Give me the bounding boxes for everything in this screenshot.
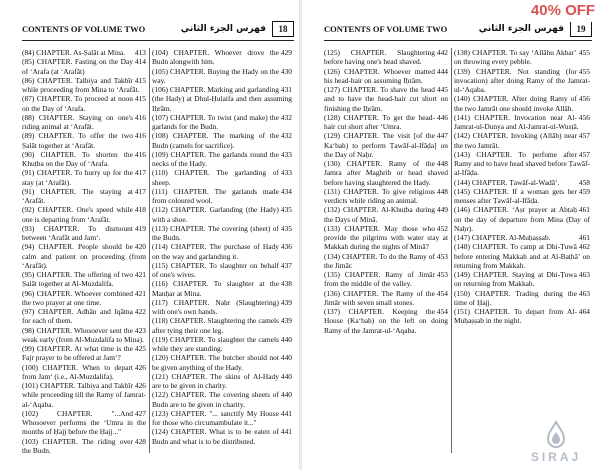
toc-entry-page: 454: [436, 307, 448, 316]
right-column-2: [454, 48, 590, 326]
toc-entry-page: 416: [134, 131, 146, 141]
toc-entry: [324, 159, 448, 187]
toc-entry: [152, 205, 292, 224]
toc-entry-page: 459: [578, 186, 590, 196]
toc-entry-page: 419: [134, 223, 146, 233]
toc-entry: [152, 242, 292, 261]
toc-entry-text: (88) CHAPTER. Staying on one's riding animal at ‘Arafāt.: [22, 112, 133, 131]
toc-entry-page: 453: [436, 270, 448, 279]
toc-entry-page: 446: [436, 112, 448, 122]
toc-entry-text: (127) CHAPTER. To shave the head and to have the head-hair cut short on finishing the Iḥrām.: [324, 85, 448, 113]
toc-entry-text: (139) CHAPTER. Not standing (for invocation) after doing Ramy of the Jamrat-ul-‘Aqaba.: [454, 66, 590, 94]
toc-entry-page: 456: [578, 112, 590, 122]
toc-entry-text: (125) CHAPTER. Slaughtering before having one's head shaved.: [324, 48, 435, 67]
toc-entry: [454, 67, 590, 95]
toc-entry-page: 435: [280, 223, 292, 233]
toc-entry-page: 440: [280, 334, 292, 344]
toc-entry-page: 416: [134, 149, 146, 159]
toc-entry-text: (87) CHAPTER. To proceed at noon on the Day of ‘Arafa.: [22, 94, 133, 113]
toc-entry-text: (91) CHAPTER. To hurry up for the stay (at ‘Arafāt).: [22, 168, 133, 187]
toc-entry: [454, 187, 590, 206]
left-column-2: [152, 48, 292, 446]
toc-entry-page: 420: [134, 242, 146, 252]
toc-entry-text: (131) CHAPTER. To give religious verdicts while riding an animal.: [324, 186, 435, 205]
toc-entry: [22, 94, 146, 113]
toc-entry: [152, 409, 292, 428]
toc-entry-page: 453: [436, 251, 448, 261]
toc-entry-page: 440: [280, 390, 292, 400]
toc-entry-text: (111) CHAPTER. The garlands made from coloured wool.: [152, 186, 279, 205]
toc-entry: [22, 48, 146, 57]
toc-entry-text: (151) CHAPTER. To depart from Al-Muḥaṣṣab in the night.: [454, 307, 577, 326]
toc-entry: [454, 242, 590, 270]
toc-entry-page: 418: [134, 205, 146, 215]
toc-entry-text: (114) CHAPTER. The purchase of Hady on the way and garlanding it.: [152, 242, 279, 261]
toc-entry-page: 448: [436, 186, 448, 196]
toc-entry-text: (119) CHAPTER. To slaughter the camels while they are standing.: [152, 334, 279, 353]
toc-entry-page: 428: [134, 436, 146, 446]
toc-entry-page: 455: [578, 66, 590, 76]
toc-entry-text: (112) CHAPTER. Garlanding (the Hady) with a shoe.: [152, 205, 279, 224]
toc-entry-page: 455: [578, 48, 590, 57]
toc-entry-page: 416: [134, 112, 146, 122]
toc-entry-text: (120) CHAPTER. The butcher should not be given anything of the Hady.: [152, 353, 279, 372]
toc-entry: [152, 372, 292, 391]
toc-entry-text: (115) CHAPTER. To slaughter on behalf of one's wives.: [152, 260, 279, 279]
toc-entry-page: 447: [436, 131, 448, 141]
toc-entry: [152, 353, 292, 372]
toc-entry-text: (90) CHAPTER. To shorten the Khuṭba on the Day of ‘Arafa.: [22, 149, 133, 168]
toc-entry-text: (138) CHAPTER. To say ‘Allāhu Akbar’ on throwing every pebble.: [454, 48, 577, 67]
toc-entry-text: (136) CHAPTER. The Ramy of the Jimār with seven small stones.: [324, 288, 435, 307]
toc-entry-text: (93) CHAPTER. To dismount between ‘Arafāt and Jam‘.: [22, 223, 133, 242]
toc-entry-text: (123) CHAPTER. "... sanctify My House for those who circumambulate it...": [152, 408, 279, 427]
toc-entry: [152, 390, 292, 409]
toc-entry-text: (148) CHAPTER. To camp at Dhi-Ṭuwā before entering Makkah and at Al-Baṭhā’ on returning from Makkah.: [454, 242, 590, 270]
toc-entry-text: (144) CHAPTER. Ṭawāf-al-Wadā‘.: [454, 177, 560, 187]
toc-entry-page: 457: [578, 149, 590, 159]
toc-entry-text: (106) CHAPTER. Marking and garlanding (the Hady) at Dhul-Ḥulaifa and then assuming Iḥrām.: [152, 85, 292, 113]
toc-entry-text: (124) CHAPTER. What is to be eaten of Budn and what is to be distributed.: [152, 427, 279, 446]
toc-entry-text: (91) CHAPTER. The staying at ‘Arafāt.: [22, 186, 133, 205]
left-header-rule: [22, 40, 294, 41]
toc-entry-text: (137) CHAPTER. Keeping the House (Ka‘bah) on the left on doing Ramy of the Jamrat-ul-‘Aqaba.: [324, 307, 448, 335]
toc-entry-page: 448: [436, 159, 448, 168]
toc-entry-text: (132) CHAPTER. Al-Khuṭba during the Days of Minā.: [324, 205, 435, 224]
toc-entry: [324, 113, 448, 132]
toc-entry-text: (97) CHAPTER. Adhān and Iqāma for each of them.: [22, 307, 133, 326]
toc-entry-text: (105) CHAPTER. Buying the Hady on the way.: [152, 66, 279, 85]
toc-entry-text: (117) CHAPTER. Naḥr (Slaughtering) with one's own hands.: [152, 297, 279, 316]
toc-entry: [454, 205, 590, 233]
left-page-header: [22, 20, 294, 38]
toc-entry-text: (121) CHAPTER. The skins of Al-Hady are to be given in charity.: [152, 371, 279, 390]
toc-entry-text: (134) CHAPTER. To do the Ramy of the Jimār.: [324, 251, 435, 270]
toc-entry: [22, 270, 146, 289]
toc-entry-text: (122) CHAPTER. The covering sheets of Budn are to be given in charity.: [152, 390, 279, 409]
toc-entry-text: (146) CHAPTER. ‘Aṣr prayer at Abṭaḥ on the day of departure from Mina (Day of Naḥr).: [454, 205, 590, 233]
toc-entry-text: (133) CHAPTER. May those who provide the pilgrims with water stay at Makkah during the nights of Minā?: [324, 223, 448, 252]
toc-entry-page: 461: [578, 205, 590, 215]
toc-entry: [324, 131, 448, 159]
toc-entry-page: 433: [280, 149, 292, 159]
toc-entry-text: (104) CHAPTER. Whoever drove the Budn alongwith him.: [152, 48, 279, 67]
toc-entry-page: 441: [280, 408, 292, 418]
toc-entry-page: 433: [280, 168, 292, 178]
toc-entry-text: (141) CHAPTER. Invocation near Al-Jamrat-ul-Dunya and Al-Jamrat-ul-Wusṭā.: [454, 112, 579, 131]
toc-entry-page: 413: [134, 48, 146, 57]
toc-entry-text: (150) CHAPTER. Trading during the time of Ḥajj.: [454, 288, 577, 307]
toc-entry-text: (147) CHAPTER. Al-Muḥaṣṣab.: [454, 233, 551, 242]
toc-entry-text: (109) CHAPTER. The garlands round the necks of the Hady.: [152, 149, 279, 168]
toc-entry-text: (140) CHAPTER. After doing Ramy of the two Jamrāt one should invoke Allāh.: [454, 94, 577, 113]
toc-entry: [22, 76, 146, 95]
toc-entry: [152, 279, 292, 298]
toc-entry: [22, 224, 146, 243]
toc-entry-page: 442: [436, 48, 448, 57]
right-page-number: 19: [570, 21, 592, 37]
toc-entry-text: (108) CHAPTER. The marking of the Budn (camels for sacrifice).: [152, 131, 279, 150]
toc-entry-page: 463: [578, 270, 590, 279]
toc-entry: [454, 178, 590, 187]
toc-entry-page: 439: [280, 297, 292, 307]
toc-entry-page: 440: [280, 353, 292, 363]
toc-entry-text: (102) CHAPTER. "...And Whosoever performs the ‘Umra in the months of Ḥajj before the Ḥajj...": [22, 408, 146, 437]
toc-entry-text: (96) CHAPTER. Whoever combined the two prayer at one time.: [22, 288, 133, 307]
toc-entry-page: 439: [280, 316, 292, 326]
toc-entry: [324, 224, 448, 252]
toc-entry-page: 429: [280, 48, 292, 57]
toc-entry: [324, 205, 448, 224]
toc-entry-page: 415: [134, 75, 146, 85]
right-column-divider: [451, 48, 452, 453]
toc-entry-page: 437: [280, 260, 292, 270]
left-column-1: [22, 48, 146, 455]
toc-entry-page: 461: [578, 233, 590, 242]
toc-entry-text: (94) CHAPTER. People should be calm and patient on proceeding (from ‘Arafāt).: [22, 242, 146, 270]
toc-entry: [22, 113, 146, 132]
toc-entry: [454, 94, 590, 113]
toc-entry-text: (92) CHAPTER. One's speed while one is departing from ‘Arafāt.: [22, 205, 133, 224]
toc-entry: [152, 48, 292, 67]
right-arabic-title: فهرس الجزء الثاني: [478, 24, 564, 34]
toc-entry: [22, 409, 146, 437]
toc-entry: [152, 298, 292, 317]
toc-entry: [454, 150, 590, 178]
toc-entry-page: 452: [436, 223, 448, 233]
toc-entry-page: 445: [436, 85, 448, 94]
toc-entry: [22, 205, 146, 224]
toc-entry: [152, 187, 292, 206]
toc-entry-text: (145) CHAPTER. If a woman gets her menses after Ṭawāf-al-Ifāḍa.: [454, 186, 577, 205]
toc-entry-text: (85) CHAPTER. Fasting on the Day of ‘Arafa (at ‘Arafāt): [22, 57, 133, 76]
right-column-1: [324, 48, 448, 335]
toc-entry: [324, 48, 448, 67]
toc-entry: [324, 270, 448, 289]
toc-entry-page: 415: [134, 94, 146, 104]
toc-entry: [22, 344, 146, 363]
toc-entry-text: (107) CHAPTER. To twist (and make) the garlands for the Budn.: [152, 112, 279, 131]
toc-entry-text: (103) CHAPTER. The riding over the Budn.: [22, 436, 133, 455]
toc-entry: [152, 427, 292, 446]
toc-entry-page: 432: [280, 131, 292, 141]
toc-entry-page: 435: [280, 205, 292, 215]
toc-entry-text: (135) CHAPTER. Ramy of Jimār from the middle of the valley.: [324, 270, 435, 289]
left-column-divider: [149, 48, 150, 453]
toc-entry-page: 436: [280, 242, 292, 252]
toc-entry: [324, 307, 448, 335]
toc-entry-page: 449: [436, 205, 448, 215]
toc-entry: [324, 252, 448, 271]
toc-entry: [22, 326, 146, 345]
toc-entry: [152, 113, 292, 132]
siraj-logo-icon: [545, 420, 567, 450]
toc-entry-text: (130) CHAPTER. Ramy of the Jamra after Maghrib or head shaved before having slaughtered the Hady.: [324, 159, 448, 187]
toc-entry: [22, 242, 146, 270]
toc-entry-text: (113) CHAPTER. The covering (sheet) of the Budn.: [152, 223, 279, 242]
toc-entry: [152, 168, 292, 187]
left-header-title: CONTENTS OF VOLUME TWO: [22, 24, 146, 34]
toc-entry: [152, 335, 292, 354]
toc-entry-page: 414: [134, 57, 146, 67]
toc-entry-page: 440: [280, 371, 292, 381]
toc-entry-page: 422: [134, 307, 146, 316]
toc-entry-text: (142) CHAPTER. Invoking (Allāh) near the two Jamrāt.: [454, 131, 577, 150]
toc-entry: [324, 67, 448, 86]
toc-entry: [22, 363, 146, 382]
toc-entry: [22, 381, 146, 409]
toc-entry-page: 457: [578, 131, 590, 141]
toc-entry-text: (129) CHAPTER. The visit [of the Ka‘bah) to perform Ṭawāf-al-Ifāḍa] on the Day of Naḥr.: [324, 131, 448, 159]
toc-entry-page: 434: [280, 186, 292, 196]
toc-entry: [454, 113, 590, 132]
toc-entry-page: 417: [134, 186, 146, 196]
toc-entry-page: 462: [578, 242, 590, 252]
toc-entry: [324, 187, 448, 206]
toc-entry: [152, 224, 292, 243]
toc-entry-text: (95) CHAPTER. The offering of two Ṣalāt together at Al-Muzdalifa.: [22, 270, 133, 289]
toc-entry-text: (89) CHAPTER. To offer the two Ṣalāt together at ‘Arafāt.: [22, 131, 133, 150]
left-arabic-title: فهرس الجزء الثاني: [180, 24, 266, 34]
toc-entry: [22, 289, 146, 308]
toc-entry: [454, 131, 590, 150]
toc-entry: [152, 316, 292, 335]
toc-entry: [152, 67, 292, 86]
toc-entry: [22, 437, 146, 456]
toc-entry-text: (149) CHAPTER. Staying at Dhi-Ṭuwa on returning from Makkah.: [454, 270, 577, 289]
right-header-title: CONTENTS OF VOLUME TWO: [324, 24, 448, 34]
discount-badge: 40% OFF: [526, 0, 600, 22]
toc-entry-page: 464: [578, 307, 590, 316]
toc-entry: [152, 85, 292, 113]
toc-entry: [454, 270, 590, 289]
toc-entry-page: 423: [134, 325, 146, 335]
toc-entry-text: (101) CHAPTER. Talbiya and Takbīr while proceeding till the Ramy of Jamrat-al-‘Aqaba.: [22, 381, 146, 409]
toc-entry: [22, 150, 146, 169]
toc-entry: [152, 131, 292, 150]
toc-entry: [22, 168, 146, 187]
toc-entry: [324, 289, 448, 308]
toc-entry: [22, 307, 146, 326]
toc-entry: [454, 48, 590, 67]
toc-entry-page: 426: [134, 381, 146, 390]
toc-entry-page: 417: [134, 168, 146, 178]
toc-entry-page: 421: [134, 288, 146, 298]
toc-entry-page: 458: [578, 177, 590, 187]
toc-entry: [22, 131, 146, 150]
toc-entry: [22, 187, 146, 206]
toc-entry-page: 454: [436, 288, 448, 298]
toc-entry-page: 438: [280, 279, 292, 289]
toc-entry-text: (98) CHAPTER. Whosoever sent the weak early (from Al-Muzdalifa to Mina).: [22, 325, 144, 344]
toc-entry-page: 444: [436, 66, 448, 76]
toc-entry-page: 430: [280, 66, 292, 76]
toc-entry-page: 431: [280, 85, 292, 94]
toc-entry: [152, 150, 292, 169]
toc-entry-page: 456: [578, 94, 590, 104]
toc-entry-text: (118) CHAPTER. Slaughtering the camels after tying their one leg.: [152, 316, 279, 335]
right-header-rule: [324, 40, 592, 41]
right-page: [302, 0, 600, 470]
toc-entry-page: 425: [134, 344, 146, 353]
toc-entry: [22, 57, 146, 76]
toc-entry-text: (116) CHAPTER. To slaughter at the Manḥar at Mina.: [152, 279, 279, 298]
toc-entry-page: 421: [134, 270, 146, 279]
toc-entry: [324, 85, 448, 113]
toc-entry-text: (86) CHAPTER. Talbiya and Takbīr while proceeding from Mina to ‘Arafāt.: [22, 75, 140, 94]
toc-entry: [152, 261, 292, 280]
toc-entry: [454, 289, 590, 308]
toc-entry-page: 441: [280, 427, 292, 437]
toc-entry-text: (84) CHAPTER. As-Ṣalāt at Mina.: [22, 48, 126, 57]
toc-entry-text: (126) CHAPTER. Whoever matted his head-hair on assuming Iḥrām.: [324, 66, 435, 85]
watermark-text: SIRAJ: [530, 450, 582, 464]
siraj-watermark: [526, 420, 586, 464]
toc-entry-page: 426: [134, 362, 146, 372]
toc-entry-text: (143) CHAPTER. To perfume after Ramy and to have head shaved before Ṭawāf-al-Ifāḍa.: [454, 149, 590, 178]
toc-entry-page: 432: [280, 112, 292, 122]
toc-entry-text: (100) CHAPTER. When to depart from Jam‘ (i.e., Al-Muzdalifa).: [22, 362, 133, 381]
toc-entry-page: 427: [134, 408, 146, 418]
toc-entry-text: (110) CHAPTER. The garlanding of sheep.: [152, 168, 279, 187]
toc-entry: [454, 233, 590, 242]
toc-entry-text: (128) CHAPTER. To get the head-hair cut short after ‘Umra.: [324, 112, 435, 131]
toc-entry-text: (99) CHAPTER. At what time is the Fajr prayer to be offered at Jam‘?: [22, 344, 133, 363]
toc-entry: [454, 307, 590, 326]
left-page-number: 18: [272, 21, 294, 37]
right-page-header: [324, 20, 592, 38]
toc-entry-page: 463: [578, 288, 590, 298]
